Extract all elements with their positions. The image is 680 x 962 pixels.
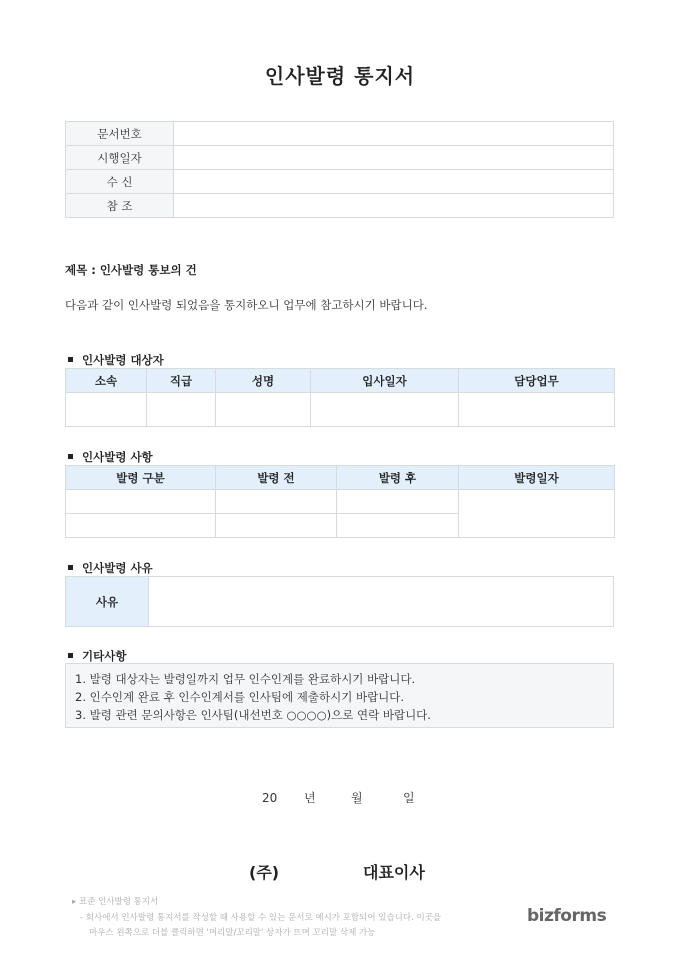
reason-label: 사유 [66, 577, 149, 627]
reason-table [65, 576, 614, 627]
column-header: 직급 [147, 369, 216, 393]
section-heading-reason [65, 560, 153, 576]
column-header: 성명 [216, 369, 311, 393]
info-row-recipient [66, 170, 614, 194]
column-header: 발령일자 [459, 466, 615, 490]
year-prefix: 20 [262, 791, 278, 805]
section-title: 인사발령 대상자 [82, 353, 164, 367]
column-header: 발령 후 [337, 466, 459, 490]
bullet-square-icon [68, 565, 73, 570]
doc-number-field[interactable] [174, 122, 614, 146]
table-cell[interactable] [216, 490, 337, 514]
info-label: 시행일자 [66, 146, 174, 170]
table-header-row [66, 466, 615, 490]
reason-field[interactable] [149, 577, 614, 627]
info-row-date [66, 146, 614, 170]
table-cell[interactable] [66, 514, 216, 538]
bullet-square-icon [68, 454, 73, 459]
info-row-doc-number [66, 122, 614, 146]
document-info-table [65, 121, 614, 218]
table-header-row [66, 369, 615, 393]
company-label: (주) [249, 863, 280, 882]
targets-table [65, 368, 615, 427]
column-header: 발령 구분 [66, 466, 216, 490]
column-header: 입사일자 [311, 369, 459, 393]
section-title: 기타사항 [82, 649, 127, 663]
table-cell[interactable] [147, 393, 216, 427]
table-cell[interactable] [66, 393, 147, 427]
column-header: 소속 [66, 369, 147, 393]
column-header: 담당업무 [459, 369, 615, 393]
year-label: 년 [304, 791, 316, 805]
bizforms-logo: bizforms [527, 906, 607, 926]
info-row-reference [66, 194, 614, 218]
document-title: 인사발령 통지서 [264, 64, 416, 88]
section-title: 인사발령 사유 [82, 561, 153, 575]
footer-note-title: ▸ 표준 인사발령 통지서 [72, 897, 159, 907]
table-cell[interactable] [66, 490, 216, 514]
footer-note-line: - 회사에서 인사발령 통지서를 작성할 때 사용할 수 있는 문서로 예시가 포함되어 있습니다. 이곳을 [80, 913, 442, 923]
day-label: 일 [403, 791, 415, 805]
list-item: 2. 인수인계 완료 후 인수인계서를 인사팀에 제출하시기 바랍니다. [75, 690, 405, 704]
section-title: 인사발령 사항 [82, 450, 153, 464]
info-label: 문서번호 [66, 122, 174, 146]
ceo-label: 대표이사 [363, 863, 425, 882]
bullet-square-icon [68, 357, 73, 362]
issue-date-field[interactable] [174, 146, 614, 170]
table-cell[interactable] [311, 393, 459, 427]
table-cell[interactable] [459, 490, 615, 538]
recipient-field[interactable] [174, 170, 614, 194]
info-label: 참 조 [66, 194, 174, 218]
table-cell[interactable] [337, 490, 459, 514]
etc-box [65, 663, 614, 728]
table-cell[interactable] [216, 393, 311, 427]
column-header: 발령 전 [216, 466, 337, 490]
reference-field[interactable] [174, 194, 614, 218]
date-line [262, 789, 415, 806]
section-heading-details [65, 449, 153, 465]
bullet-square-icon [68, 653, 73, 658]
intro-text: 다음과 같이 인사발령 되었음을 통지하오니 업무에 참고하시기 바랍니다. [65, 298, 428, 312]
info-label: 수 신 [66, 170, 174, 194]
table-row [66, 393, 615, 427]
list-item: 3. 발령 관련 문의사항은 인사팀(내선번호 ○○○○)으로 연락 바랍니다. [75, 708, 431, 722]
table-cell[interactable] [459, 393, 615, 427]
list-item: 1. 발령 대상자는 발령일까지 업무 인수인계를 완료하시기 바랍니다. [75, 672, 416, 686]
table-cell[interactable] [337, 514, 459, 538]
section-heading-etc [65, 648, 126, 664]
month-label: 월 [351, 791, 363, 805]
table-row [66, 577, 614, 627]
table-cell[interactable] [216, 514, 337, 538]
section-heading-targets [65, 352, 164, 368]
table-row [66, 490, 615, 514]
details-table [65, 465, 615, 538]
footer-note-line: 마우스 왼쪽으로 더블 클릭하면 '머리말/꼬리말' 상자가 뜨며 꼬리말 삭제 가능 [89, 928, 376, 938]
subject-line: 제목 : 인사발령 통보의 건 [65, 263, 197, 277]
